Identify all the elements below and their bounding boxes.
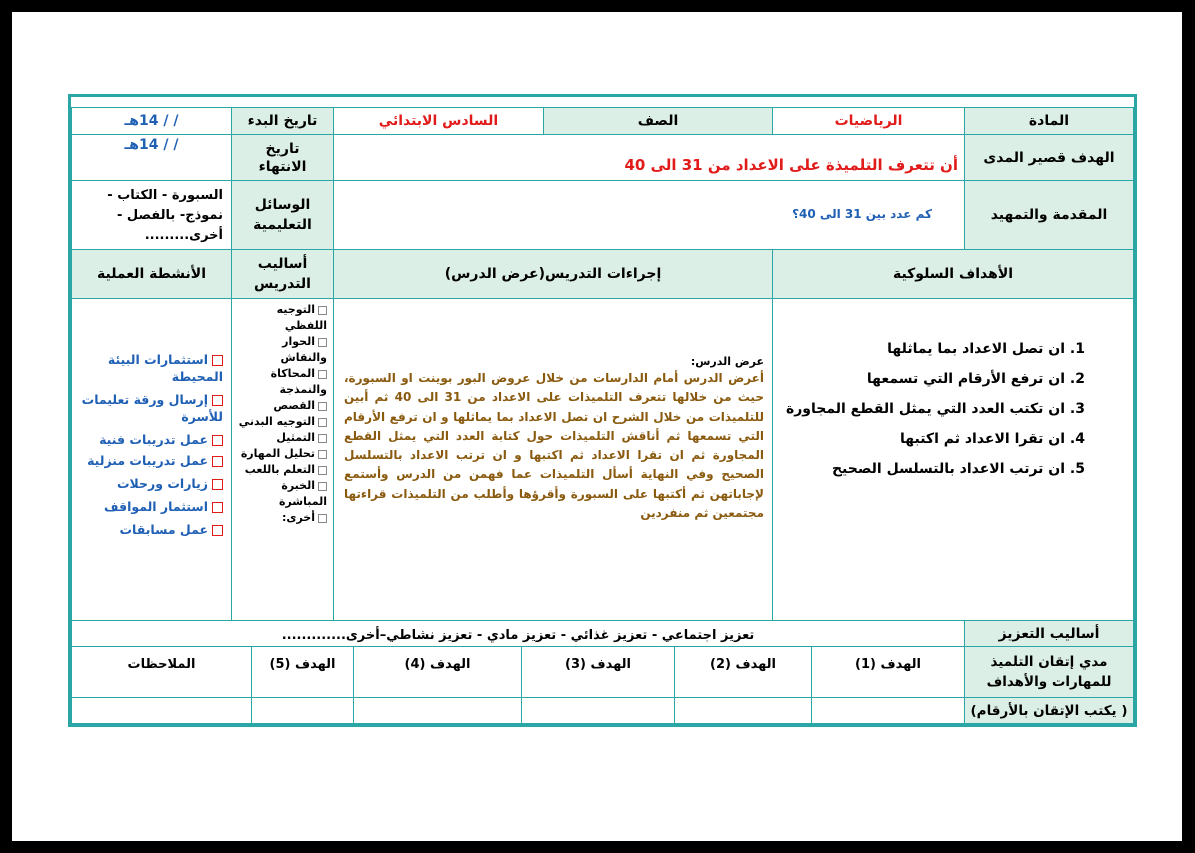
goal-3-score[interactable]: [521, 697, 675, 724]
activity-item: استثمار المواقف: [80, 498, 223, 515]
checkbox-icon[interactable]: [318, 402, 327, 411]
checkbox-icon[interactable]: [318, 450, 327, 459]
objective-item: 4. ان تقرا الاعداد ثم اكتبها: [900, 431, 1085, 447]
checkbox-icon[interactable]: [318, 418, 327, 427]
method-item: القصص: [238, 398, 327, 414]
goal-1-score[interactable]: [811, 697, 965, 724]
method-item: تحليل المهارة: [238, 446, 327, 462]
objective-item: 5. ان ترتب الاعداد بالتسلسل الصحيح: [831, 461, 1085, 477]
method-item: التوجيه البدني: [238, 414, 327, 430]
intro-label: المقدمة والتمهيد: [964, 180, 1134, 250]
objectives-cell: [772, 298, 1134, 621]
checkbox-icon[interactable]: [318, 482, 327, 491]
goal-2-score[interactable]: [674, 697, 812, 724]
objective-item: 2. ان ترفع الأرقام التي تسمعها: [866, 371, 1085, 387]
checkbox-icon[interactable]: [318, 306, 327, 315]
checkbox-icon[interactable]: [212, 525, 223, 536]
subject-label: المادة: [964, 107, 1134, 135]
goal-4-score[interactable]: [353, 697, 522, 724]
activities-header: الأنشطة العملية: [71, 249, 232, 299]
checkbox-icon[interactable]: [318, 514, 327, 523]
lesson-plan-table: [68, 94, 1137, 727]
activity-item: زيارات ورحلات: [80, 475, 223, 492]
method-item: الخبرة المباشرة: [278, 479, 327, 508]
grade-value: السادس الابتدائي: [333, 107, 544, 135]
goal-5-header: الهدف (5): [251, 646, 354, 698]
goal-5-score[interactable]: [251, 697, 354, 724]
checkbox-icon[interactable]: [318, 338, 327, 347]
grade-label: الصف: [543, 107, 773, 135]
checkbox-icon[interactable]: [212, 435, 223, 446]
checkbox-icon[interactable]: [318, 434, 327, 443]
start-date-label: تاريخ البدء: [231, 107, 334, 135]
start-date-value: / / 14هـ: [71, 107, 232, 135]
activities-cell: [71, 298, 232, 621]
intro-value: كم عدد بين 31 الى 40؟: [333, 180, 965, 250]
objectives-list: [783, 341, 1085, 477]
checkbox-icon[interactable]: [212, 502, 223, 513]
page: [12, 12, 1182, 841]
goal-4-header: الهدف (4): [353, 646, 522, 698]
tools-label: الوسائل التعليمية: [231, 180, 334, 250]
method-item: التعلم باللعب: [238, 462, 327, 478]
short-goal-label: الهدف قصير المدى: [964, 134, 1134, 181]
procedure-heading: عرض الدرس:: [690, 355, 764, 368]
notes-header: الملاحظات: [71, 646, 252, 698]
procedure-cell: [333, 298, 773, 621]
activity-item: استثمارات البيئة المحيطة: [107, 352, 223, 384]
method-item: التوجيه اللفظي: [276, 303, 327, 332]
short-goal-value: أن تتعرف التلميذة على الاعداد من 31 الى 40: [333, 134, 965, 181]
method-item: المحاكاة والنمذجة: [270, 367, 327, 396]
procedure-text: أعرض الدرس أمام الدارسات من خلال عروض البور بوينت او السبورة، حيث من خلالها تتعرف التلميذات على الاعداد من 31 الى 40 ثم أبين للتلميذات من خلال الشرح ان تصل الاعداد بما يماثلها و ان ترفع الأرقام التي تسمعها ثم أناقش التلميذات حول كتابة العدد التي يمثل القطع المجاورة ثم ان تقرا الاعداد ثم اكتبها و ان ترتب الاعداد بالتسلسل الصحيح وفي النهاية أسأل التلميذات عما فهمن من الدرس وأستمع لإجاباتهن ثم أكتبها على السبورة وأقرؤها وأطلب من التلميذات قراءتها مجتمعين ثم منفردين: [344, 371, 764, 521]
mastery-label: مدي إتقان التلميذ للمهارات والأهداف: [964, 646, 1134, 698]
goal-3-header: الهدف (3): [521, 646, 675, 698]
method-item: الحوار والنقاش: [280, 335, 327, 364]
activity-item: عمل تدريبات منزلية: [80, 452, 223, 469]
checkbox-icon[interactable]: [318, 370, 327, 379]
activity-item: عمل مسابقات: [80, 521, 223, 538]
reinforcement-label: أساليب التعزيز: [964, 620, 1134, 647]
notes-field[interactable]: [71, 697, 252, 724]
subject-value: الرياضيات: [772, 107, 965, 135]
tools-value: السبورة - الكتاب - نموذج- بالفصل - أخرى.........: [71, 180, 232, 250]
checkbox-icon[interactable]: [318, 466, 327, 475]
activity-item: عمل تدريبات فنية: [80, 431, 223, 448]
objective-item: 3. ان تكتب العدد التي يمثل القطع المجاورة: [785, 401, 1085, 417]
goal-1-header: الهدف (1): [811, 646, 965, 698]
methods-header: أساليب التدريس: [231, 249, 334, 299]
checkbox-icon[interactable]: [212, 479, 223, 490]
checkbox-icon[interactable]: [212, 395, 223, 406]
reinforcement-value: تعزيز اجتماعي - تعزيز غذائي - تعزيز مادي - تعزيز نشاطي–أخرى.............: [71, 620, 965, 647]
method-item: أخرى:: [238, 510, 327, 526]
procedures-header: إجراءات التدريس(عرض الدرس): [333, 249, 773, 299]
objective-item: 1. ان تصل الاعداد بما يماثلها: [887, 341, 1085, 357]
goal-2-header: الهدف (2): [674, 646, 812, 698]
checkbox-icon[interactable]: [212, 456, 223, 467]
end-date-value: / / 14هـ: [71, 134, 232, 181]
end-date-label: تاريخ الانتهاء: [231, 134, 334, 181]
mastery-note: ( يكتب الإتقان بالأرقام): [964, 697, 1134, 724]
activity-item: إرسال ورقة تعليمات للأسرة: [81, 392, 223, 424]
methods-cell: [231, 298, 334, 621]
method-item: التمثيل: [238, 430, 327, 446]
objectives-header: الأهداف السلوكية: [772, 249, 1134, 299]
checkbox-icon[interactable]: [212, 355, 223, 366]
